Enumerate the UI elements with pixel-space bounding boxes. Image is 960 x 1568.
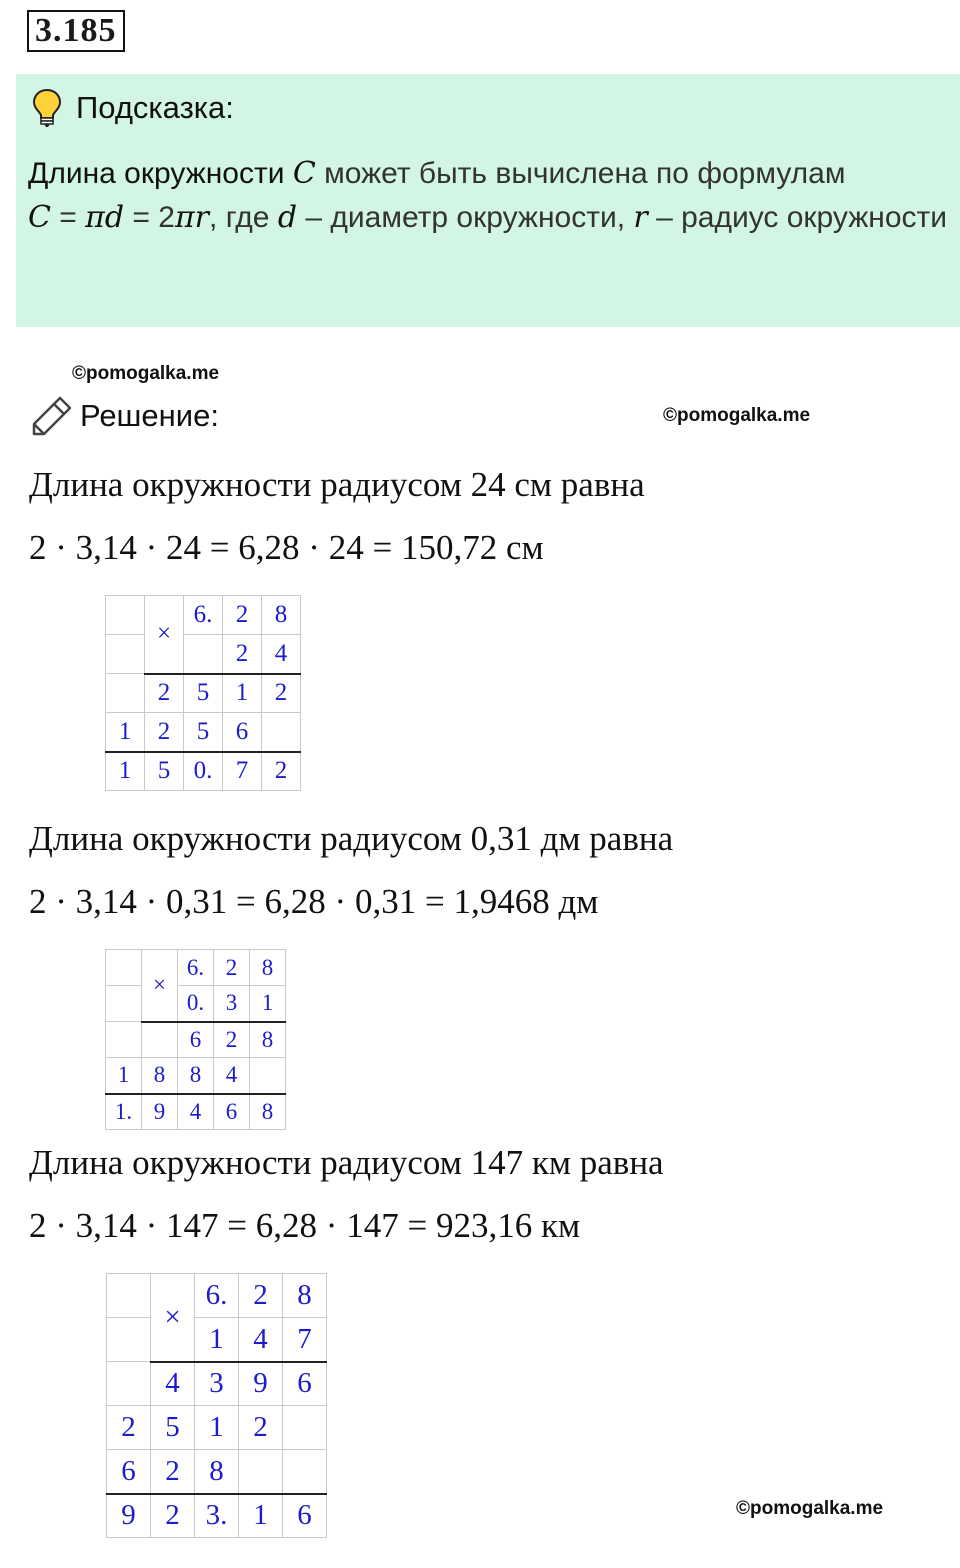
digit-cell: 8 <box>262 596 301 635</box>
digit-cell <box>106 674 145 713</box>
digit-cell <box>107 1274 151 1318</box>
step-statement: Длина окружности радиусом 24 см равна <box>29 465 645 504</box>
table-row <box>106 752 301 791</box>
hint-part1: может быть вычислена по формулам <box>315 157 846 190</box>
digit-cell: 2 <box>214 1022 250 1058</box>
digit-cell <box>106 635 145 674</box>
digit-cell: 0. <box>178 986 214 1022</box>
digit-cell: 8 <box>250 950 286 986</box>
digit-cell: 2 <box>239 1274 283 1318</box>
watermark: ©pomogalka.me <box>72 363 220 384</box>
table-row <box>106 596 301 635</box>
digit-cell: 3. <box>195 1494 239 1538</box>
digit-cell: 2 <box>239 1406 283 1450</box>
digit-cell: 2 <box>262 674 301 713</box>
digit-cell: 6 <box>178 1022 214 1058</box>
hint-term: Длина окружности <box>28 157 285 190</box>
table-row <box>107 1318 327 1362</box>
digit-cell: 2 <box>223 635 262 674</box>
digit-cell <box>250 1058 286 1094</box>
digit-cell: 1 <box>239 1494 283 1538</box>
digit-cell: 6 <box>283 1362 327 1406</box>
digit-cell <box>283 1406 327 1450</box>
digit-cell: 4 <box>262 635 301 674</box>
digit-cell: 6 <box>283 1494 327 1538</box>
step-statement: Длина окружности радиусом 0,31 дм равна <box>29 819 674 858</box>
digit-cell: 1 <box>106 752 145 791</box>
digit-cell: 5 <box>184 713 223 752</box>
digit-cell: 1 <box>195 1318 239 1362</box>
digit-cell <box>142 1022 178 1058</box>
table-row <box>106 674 301 713</box>
multiplication-table <box>106 1273 327 1538</box>
digit-cell <box>262 713 301 752</box>
multiply-sign: × <box>145 596 184 674</box>
digit-cell: 5 <box>145 752 184 791</box>
digit-cell: 2 <box>151 1494 195 1538</box>
digit-cell: 1 <box>106 1058 142 1094</box>
table-row <box>107 1494 327 1538</box>
digit-cell: 5 <box>184 674 223 713</box>
digit-cell: 9 <box>107 1494 151 1538</box>
multiply-sign: × <box>142 950 178 1022</box>
table-row <box>107 1450 327 1494</box>
digit-cell <box>283 1450 327 1494</box>
table-row <box>106 1094 286 1130</box>
pencil-icon <box>30 394 74 438</box>
table-row <box>106 635 301 674</box>
digit-cell <box>107 1362 151 1406</box>
table-row <box>106 1058 286 1094</box>
table-row <box>107 1274 327 1318</box>
digit-cell: 7 <box>283 1318 327 1362</box>
digit-cell <box>106 950 142 986</box>
digit-cell <box>107 1318 151 1362</box>
digit-cell <box>106 1022 142 1058</box>
digit-cell: 8 <box>195 1450 239 1494</box>
digit-cell: 8 <box>142 1058 178 1094</box>
digit-cell: 8 <box>250 1022 286 1058</box>
digit-cell: 2 <box>145 713 184 752</box>
digit-cell: 6. <box>195 1274 239 1318</box>
digit-cell: 9 <box>239 1362 283 1406</box>
hint-header <box>32 88 234 128</box>
digit-cell: 2 <box>262 752 301 791</box>
digit-cell <box>239 1450 283 1494</box>
table-row <box>107 1362 327 1406</box>
solution-header <box>30 394 219 438</box>
digit-cell: 5 <box>151 1406 195 1450</box>
digit-cell <box>106 596 145 635</box>
hint-text <box>28 152 948 240</box>
digit-cell: 1 <box>195 1406 239 1450</box>
digit-cell: 4 <box>239 1318 283 1362</box>
hint-part2: , где <box>209 201 278 234</box>
multiply-sign: × <box>151 1274 195 1362</box>
digit-cell: 4 <box>151 1362 195 1406</box>
digit-cell: 4 <box>178 1094 214 1130</box>
digit-cell: 8 <box>178 1058 214 1094</box>
digit-cell <box>184 635 223 674</box>
digit-cell: 7 <box>223 752 262 791</box>
digit-cell: 0. <box>184 752 223 791</box>
step-expression: 2 · 3,14 · 147 = 6,28 · 147 = 923,16 км <box>29 1206 581 1245</box>
digit-cell: 1. <box>106 1094 142 1130</box>
digit-cell: 9 <box>142 1094 178 1130</box>
digit-cell: 2 <box>145 674 184 713</box>
digit-cell: 4 <box>214 1058 250 1094</box>
watermark: ©pomogalka.me <box>663 405 811 426</box>
formula-pir: πr <box>174 200 210 235</box>
digit-cell: 2 <box>151 1450 195 1494</box>
formula-pid: πd <box>85 200 125 235</box>
digit-cell: 8 <box>283 1274 327 1318</box>
digit-cell: 6 <box>107 1450 151 1494</box>
formula-c: C <box>28 200 51 235</box>
hint-symbol-r: r <box>633 200 648 235</box>
table-row <box>106 1022 286 1058</box>
multiplication-table <box>105 595 301 791</box>
table-row <box>106 950 286 986</box>
digit-cell <box>106 986 142 1022</box>
digit-cell: 3 <box>195 1362 239 1406</box>
formula-eq1: = <box>50 201 86 234</box>
solution-title: Решение: <box>80 398 219 433</box>
hint-symbol-c: C <box>292 156 316 191</box>
lightbulb-icon <box>32 88 62 128</box>
digit-cell: 2 <box>223 596 262 635</box>
hint-part4: – радиус окружности <box>647 201 948 234</box>
digit-cell: 1 <box>106 713 145 752</box>
watermark: ©pomogalka.me <box>736 1498 884 1519</box>
hint-part3: – диаметр окружности, <box>297 201 634 234</box>
digit-cell: 6 <box>214 1094 250 1130</box>
step-expression: 2 · 3,14 · 0,31 = 6,28 · 0,31 = 1,9468 дм <box>29 882 599 921</box>
table-row <box>106 713 301 752</box>
digit-cell: 1 <box>250 986 286 1022</box>
digit-cell: 1 <box>223 674 262 713</box>
digit-cell: 8 <box>250 1094 286 1130</box>
digit-cell: 6 <box>223 713 262 752</box>
problem-number: 3.185 <box>27 10 125 52</box>
digit-cell: 3 <box>214 986 250 1022</box>
table-row <box>107 1406 327 1450</box>
step-statement: Длина окружности радиусом 147 км равна <box>29 1143 664 1182</box>
hint-symbol-d: d <box>277 200 298 235</box>
table-row <box>106 986 286 1022</box>
multiplication-table <box>105 949 286 1130</box>
digit-cell: 2 <box>214 950 250 986</box>
formula-eq2: = 2 <box>124 201 175 234</box>
step-expression: 2 · 3,14 · 24 = 6,28 · 24 = 150,72 см <box>29 528 544 567</box>
digit-cell: 2 <box>107 1406 151 1450</box>
digit-cell: 6. <box>178 950 214 986</box>
digit-cell: 6. <box>184 596 223 635</box>
hint-box <box>16 74 960 327</box>
hint-title: Подсказка: <box>76 90 234 125</box>
